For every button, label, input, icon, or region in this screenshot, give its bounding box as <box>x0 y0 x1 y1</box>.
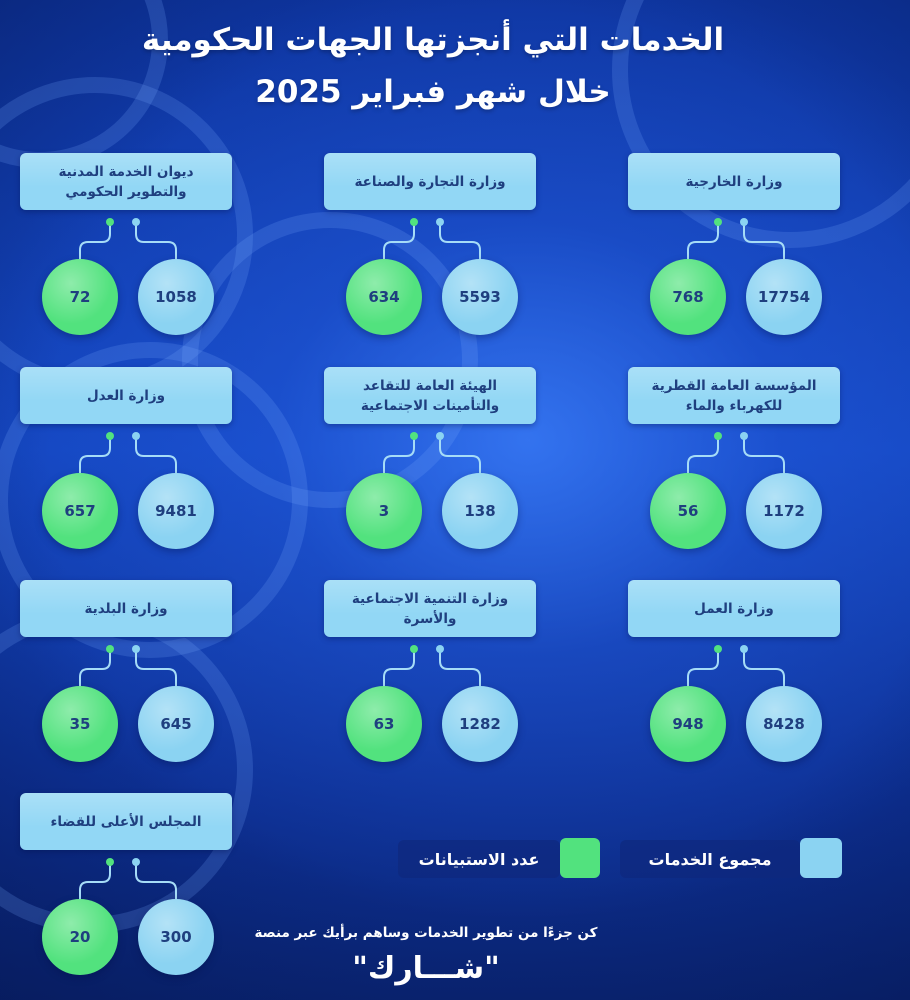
surveys-value: 634 <box>368 288 400 306</box>
legend-total-services-swatch <box>800 838 842 878</box>
total-services-circle <box>138 259 214 335</box>
legend-surveys-label: عدد الاستبيانات <box>398 840 560 878</box>
total-services-circle <box>442 473 518 549</box>
entity-label-box <box>20 580 232 637</box>
total-services-value: 1058 <box>155 288 197 306</box>
legend-total-services-label: مجموع الخدمات <box>620 840 800 878</box>
entity-label-box <box>628 367 840 424</box>
surveys-value: 3 <box>378 502 390 520</box>
surveys-circle <box>346 686 422 762</box>
entity-name: ديوان الخدمة المدنية والتطوير الحكومي <box>58 163 194 200</box>
total-services-circle <box>442 259 518 335</box>
surveys-circle <box>42 686 118 762</box>
total-services-circle <box>746 259 822 335</box>
entity-label-box <box>20 367 232 424</box>
total-services-value: 8428 <box>763 715 805 733</box>
total-services-value: 1282 <box>459 715 501 733</box>
entity-label-box <box>324 580 536 637</box>
surveys-circle <box>650 473 726 549</box>
total-services-circle <box>138 473 214 549</box>
total-services-circle <box>746 473 822 549</box>
surveys-value: 72 <box>69 288 91 306</box>
entity-name: المؤسسة العامة القطرية للكهرباء والماء <box>651 377 817 414</box>
total-services-value: 300 <box>160 928 192 946</box>
entity-label-box <box>324 367 536 424</box>
surveys-circle <box>42 473 118 549</box>
page-title: الخدمات التي أنجزتها الجهات الحكومية <box>141 22 725 58</box>
total-services-value: 138 <box>464 502 496 520</box>
surveys-circle <box>42 259 118 335</box>
entity-label-box <box>20 793 232 850</box>
surveys-circle <box>42 899 118 975</box>
entity-name: وزارة العدل <box>86 387 166 404</box>
platform-name: "شـــارك" <box>352 951 500 986</box>
entity-name: وزارة الخارجية <box>685 173 783 190</box>
surveys-circle <box>346 259 422 335</box>
total-services-value: 5593 <box>459 288 501 306</box>
entity-label-box <box>628 153 840 210</box>
total-services-value: 645 <box>160 715 192 733</box>
total-services-circle <box>138 686 214 762</box>
total-services-circle <box>442 686 518 762</box>
surveys-circle <box>650 686 726 762</box>
entity-label-box <box>628 580 840 637</box>
entity-label-box <box>20 153 232 210</box>
surveys-value: 768 <box>672 288 704 306</box>
entity-name: وزارة البلدية <box>84 600 168 617</box>
total-services-value: 17754 <box>757 288 811 306</box>
surveys-value: 63 <box>373 715 395 733</box>
entity-name: الهيئة العامة للتقاعد والتأمينات الاجتماعية <box>360 377 500 414</box>
entity-name: وزارة التجارة والصناعة <box>354 173 506 190</box>
total-services-circle <box>138 899 214 975</box>
surveys-value: 56 <box>677 502 699 520</box>
surveys-circle <box>650 259 726 335</box>
legend-surveys-swatch <box>560 838 600 878</box>
entity-name: وزارة التنمية الاجتماعية والأسرة <box>351 590 509 627</box>
surveys-value: 948 <box>672 715 704 733</box>
entity-label-box <box>324 153 536 210</box>
call-to-action-text: كن جزءًا من تطوير الخدمات وساهم برأيك عبر منصة <box>254 925 598 941</box>
surveys-value: 35 <box>69 715 91 733</box>
total-services-value: 1172 <box>763 502 805 520</box>
surveys-circle <box>346 473 422 549</box>
entity-name: المجلس الأعلى للقضاء <box>50 813 202 830</box>
total-services-value: 9481 <box>155 502 197 520</box>
entity-name: وزارة العمل <box>694 600 774 617</box>
page-subtitle: خلال شهر فبراير 2025 <box>255 74 611 110</box>
surveys-value: 20 <box>69 928 91 946</box>
total-services-circle <box>746 686 822 762</box>
surveys-value: 657 <box>64 502 96 520</box>
